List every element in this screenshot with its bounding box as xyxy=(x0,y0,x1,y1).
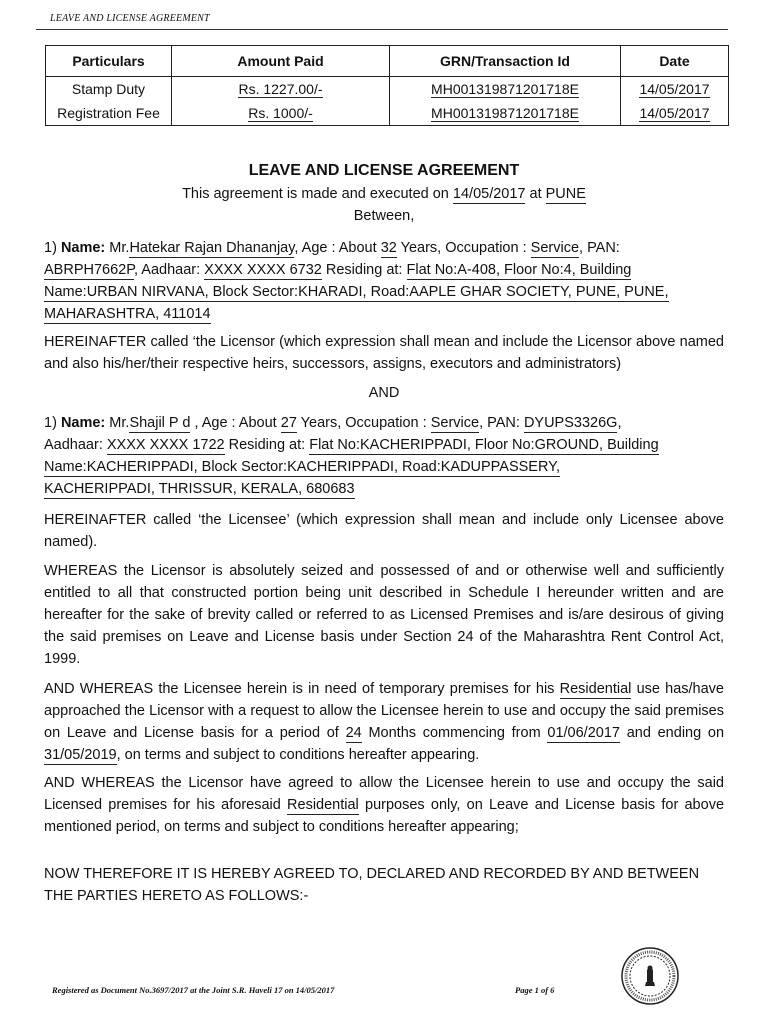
licensor-name: Hatekar Rajan Dhananjay xyxy=(129,240,295,256)
between-label: Between, xyxy=(353,208,415,224)
table-cell: Registration Fee xyxy=(46,101,172,126)
fees-table xyxy=(45,45,729,126)
header-rule xyxy=(36,29,728,30)
registration-seal-icon xyxy=(620,946,680,1006)
column-header: Particulars xyxy=(46,46,172,77)
column-header: Date xyxy=(621,46,729,77)
whereas-paragraph-2: AND WHEREAS the Licensee herein is in need of temporary premises for his Residential use has/have approached the Licensor with a request to allow the Licensee herein to use and occupy the said premises on Leave and License basis for a period of 24 Months commencing from 01/06/2017 and ending on 31/05/2019, on terms and subject to conditions hereafter appearing. xyxy=(44,681,725,763)
date-value: 14/05/2017 xyxy=(639,105,710,121)
table-header-row xyxy=(46,46,729,77)
licensee-pan: DYUPS3326G xyxy=(523,415,618,431)
table-cell xyxy=(621,101,729,126)
grn-value: MH001319871201718E xyxy=(431,105,579,121)
table-cell xyxy=(390,101,621,126)
grn-value: MH001319871201718E xyxy=(431,81,579,97)
intro-line: This agreement is made and executed on 14/05/2017 at PUNE xyxy=(182,186,586,202)
licensee-details: 1) Name: Mr.Shajil P d , Age : About 27 Years, Occupation : Service, PAN: DYUPS3326G, Aadhaar: XXXX XXXX 1722 Residing at: Flat No:KACHERIPPADI, Floor No:GROUND, Building Name:KACHERIPPADI, Block Sector:KACHERIPPADI, Road:KADUPPASSERY, KACHERIPPADI, THRISSUR, KERALA, 680683 xyxy=(44,415,659,497)
table-cell xyxy=(390,77,621,102)
amount-value: Rs. 1227.00/- xyxy=(238,81,323,97)
whereas-paragraph-3: AND WHEREAS the Licensor have agreed to allow the Licensee herein to use and occupy the said Licensed premises for his aforesaid Residential purposes only, on Leave and License basis for above mentioned period, on terms and subject to conditions hereafter appearing; xyxy=(44,775,725,835)
column-header: GRN/Transaction Id xyxy=(390,46,621,77)
and-separator: AND xyxy=(368,385,400,401)
licensor-pan: ABRPH7662P xyxy=(44,262,135,278)
whereas-paragraph-1: WHEREAS the Licensor is absolutely seized and possessed of and or otherwise well and sufficiently entitled to all that constructed portion being unit described in Schedule I hereunder written and are hereafter for the sake of brevity called or referred to as Licensed Premises and is/are desirous of giving the said premises on Leave and License basis under Section 24 of the Maharashtra Rent Control Act, 1999. xyxy=(44,563,724,667)
agreement-date: 14/05/2017 xyxy=(452,186,526,202)
table-row xyxy=(46,101,729,126)
licensor-clause: HEREINAFTER called ‘the Licensor (which expression shall mean and include the Licensor above named and also his/her/their respective heirs, successors, assigns, executors and administrators) xyxy=(44,334,724,372)
table-row xyxy=(46,77,729,102)
amount-value: Rs. 1000/- xyxy=(248,105,313,121)
agreement-title: LEAVE AND LICENSE AGREEMENT xyxy=(248,162,520,179)
table-cell xyxy=(172,101,390,126)
date-value: 14/05/2017 xyxy=(639,81,710,97)
licensee-name: Shajil P d xyxy=(129,415,191,431)
running-header: LEAVE AND LICENSE AGREEMENT xyxy=(50,13,210,24)
licensee-clause: HEREINAFTER called ‘the Licensee’ (which expression shall mean and include only Licensee above named). xyxy=(44,512,724,550)
table-cell xyxy=(172,77,390,102)
licensor-details: 1) Name: Mr.Hatekar Rajan Dhananjay, Age : About 32 Years, Occupation : Service, PAN: ABRPH7662P, Aadhaar: XXXX XXXX 6732 Residing at: Flat No:A-408, Floor No:4, Building Name:URBAN NIRVANA, Block Sector:KHARADI, Road:AAPLE GHAR SOCIETY, PUNE, PUNE, MAHARASHTRA, 411014 xyxy=(44,240,669,322)
table-cell xyxy=(621,77,729,102)
column-header: Amount Paid xyxy=(172,46,390,77)
therefore-clause: NOW THEREFORE IT IS HEREBY AGREED TO, DECLARED AND RECORDED BY AND BETWEEN THE PARTIES HERETO AS FOLLOWS:- xyxy=(44,866,700,904)
agreement-place: PUNE xyxy=(545,186,586,202)
page-number: Page 1 of 6 xyxy=(515,985,555,995)
table-cell: Stamp Duty xyxy=(46,77,172,102)
registration-footer: Registered as Document No.3697/2017 at the Joint S.R. Haveli 17 on 14/05/2017 xyxy=(52,985,335,995)
